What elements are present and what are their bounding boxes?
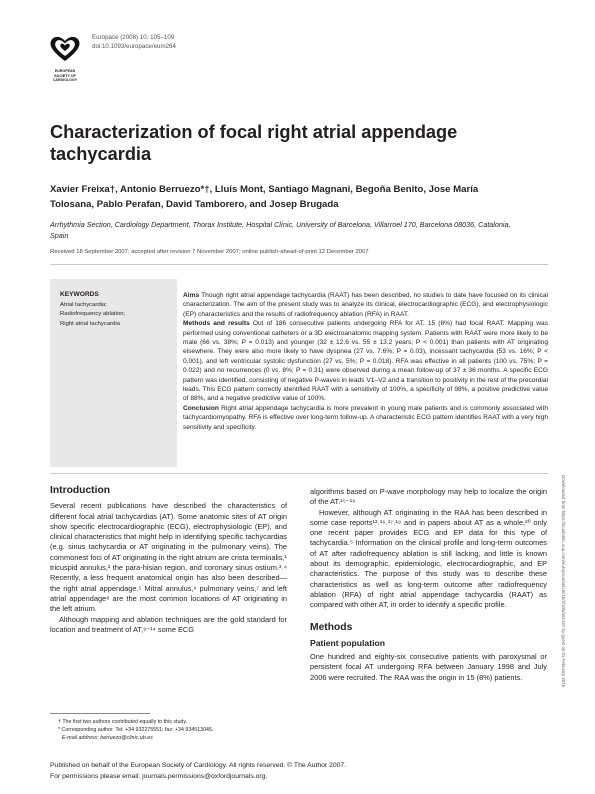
download-note-text: Downloaded from https://academic.oup.com/europace/article/10/2/105/462187 by guest on 01 February 2016 <box>561 475 566 688</box>
journal-logo <box>48 35 82 83</box>
methods-paragraph: One hundred and eighty-six consecutive patients with paroxysmal or persistent focal AT undergoing RFA between January 1998 and July 2006 were recruited. The RAA was the origin in 15 (8%) patients. <box>310 652 547 682</box>
abstract-methods: Out of 186 consecutive patients undergoing RFA for AT, 15 (8%) had focal RAAT. Mapping was performed using conventional catheters or a 3D electroanatomic mapping system. Patients with RAAT were more likely to be male (66 vs. 38%; P = 0.013) and younger (32 ± 12.6 vs. 55 ± 13.2 years; P < 0.001) than patients with AT originating elsewhere. They were also more likely to have dyspnea (27 vs. 7.6%; P = 0.03), incessant tachycardia (53 vs. 16%; P < 0.001), and left ventricular systolic dysfunction (27 vs. 5%; P = 0.018). RFA was effective in all patients (100 vs. 75%; P = 0.022) and no recurrences (0 vs. 8%; P = 0.31) were observed during a mean follow-up of 37 ± 36 months. A specific ECG pattern was identified, consisting of negative P-waves in leads V1–V2 and a transition to positivity in the rest of the precordial leads. This ECG pattern correctly identified RAAT with a sensitivity of 100%, a specificity of 98%, a positive predictive value of 88%, and a negative predictive value of 100%. <box>183 320 548 403</box>
intro-paragraph: Several recent publications have described the characteristics of different focal atrial tachycardias (AT). Some anatomic sites of AT origin show specific electrocardiographic (ECG), electrophysiologic (EP), and clinical characteristics that might help in identifying specific tachycardias (e.g. sinus tachycardia or AT originating in the pulmonary veins). The commonest foci of AT originating in the right atrium are crista terminalis,¹ tricuspid annulus,² the para-hisian region, and coronary sinus ostium.³˒⁴ Recently, a less frequent anatomical origin has also been described—the right atrial appendage.⁵ Mitral annulus,⁶ pulmonary veins,⁷ and left atrial appendage⁸ are the most common locations of AT originating in the left atrium. <box>50 501 287 614</box>
heart-logo-icon <box>48 35 82 63</box>
keywords-list <box>60 301 125 329</box>
methods-heading: Methods <box>310 621 353 633</box>
divider <box>50 473 548 474</box>
footnote-email: E-mail address: berruezo@clinic.ub.es <box>62 735 153 742</box>
keywords-title: KEYWORDS <box>60 291 99 298</box>
publisher-line: Published on behalf of the European Society of Cardiology. All rights reserved. © The Author 2007. <box>50 762 347 769</box>
logo-text <box>48 69 82 83</box>
journal-header <box>92 33 176 51</box>
author-list: Xavier Freixa†, Antonio Berruezo*†, Lluís Mont, Santiago Magnani, Begoña Benito, Jose María Tolosana, Pablo Perafan, David Tamborero, and Josep Brugada <box>50 184 479 210</box>
intro-paragraph: Although mapping and ablation techniques are the gold standard for location and treatment of AT,⁹⁻¹⁴ some ECG <box>50 614 287 634</box>
footnote: * Corresponding author. Tel: +34 932275551; fax: +34 934513045. <box>58 727 214 734</box>
keyword: Radiofrequency ablation; <box>60 311 126 318</box>
doi: doi:10.1093/europace/eum264 <box>92 43 176 50</box>
abstract-aims: Though right atrial appendage tachycardia (RAAT) has been described, no studies to date have focused on its clinical characterization. The aim of the present study was to analyze its clinical, electrocardiographic (ECG), and electrophysiologic (EP) characteristics and the results of radiofrequency ablation (RFA) in RAAT. <box>183 292 548 318</box>
keyword: Atrial tachycardia; <box>60 302 107 308</box>
abstract-conclusion: Right atrial appendage tachycardia is more prevalent in young male patients and is commonly associated with tachycardiomyopathy. RFA is effective over long-term follow-up. A characteristic ECG pattern identifies RAAT with a very high sensitivity and specificity. <box>183 404 548 431</box>
download-note <box>561 475 572 688</box>
abstract-aims-label: Aims <box>183 292 200 299</box>
logo-text-line: CARDIOLOGY <box>52 78 78 83</box>
logo-text-line: EUROPEAN <box>54 69 76 73</box>
received-dates: Received 18 September 2007; accepted after revision 7 November 2007; online publish-ahead-of-print 12 December 2007 <box>50 249 369 255</box>
footnote-rule <box>50 713 150 714</box>
abstract <box>183 291 548 432</box>
page-footer <box>50 760 346 782</box>
article-title: Characterization of focal right atrial appendage tachycardia <box>50 122 458 164</box>
divider <box>50 264 548 265</box>
intro-heading: Introduction <box>50 485 111 496</box>
right-column <box>310 487 547 683</box>
intro-paragraph: However, although AT originating in the RAA has been described in some case reports¹³˒¹⁶˒¹⁷˒¹⁹ and in papers about AT as a whole,²⁰ only one recent paper provides ECG and EP data for this type of tachycardia.⁵ Information on the clinical profile and long-term outcomes of AT after radiofrequency ablation is still lacking, and little is known about its demographic, epidemiologic, electrocardiographic, and EP characteristics. The purpose of this study was to describe these characteristics as well as long-term outcome after radiofrequency ablation (RFA) of right atrial appendage tachycardia (RAAT) as compared with other AT, in order to identify a specific profile. <box>310 507 547 610</box>
intro-paragraph: algorithms based on P-wave morphology may help to localize the origin of the AT.¹⁵⁻¹⁹ <box>310 487 547 507</box>
keyword: Right atrial tachycardia <box>60 320 120 327</box>
abstract-methods-label: Methods and results <box>183 320 250 328</box>
footnotes <box>58 718 298 743</box>
permissions-line: For permissions please email: journals.permissions@oxfordjournals.org. <box>50 773 268 780</box>
abstract-conclusion-label: Conclusion <box>183 404 219 412</box>
patient-population-heading: Patient population <box>310 637 385 648</box>
footnote: † The first two authors contributed equally to this study. <box>58 719 188 725</box>
citation: Europace (2008) 10, 105–109 <box>92 34 175 41</box>
logo-text-line: SOCIETY OF <box>54 73 76 78</box>
affiliation: Arrhythmia Section, Cardiology Department, Thorax Institute, Hospital Clínic, University of Barcelona, Villarroel 170, Barcelona 08036, Catalonia, Spain <box>50 220 511 240</box>
left-column <box>50 486 287 635</box>
